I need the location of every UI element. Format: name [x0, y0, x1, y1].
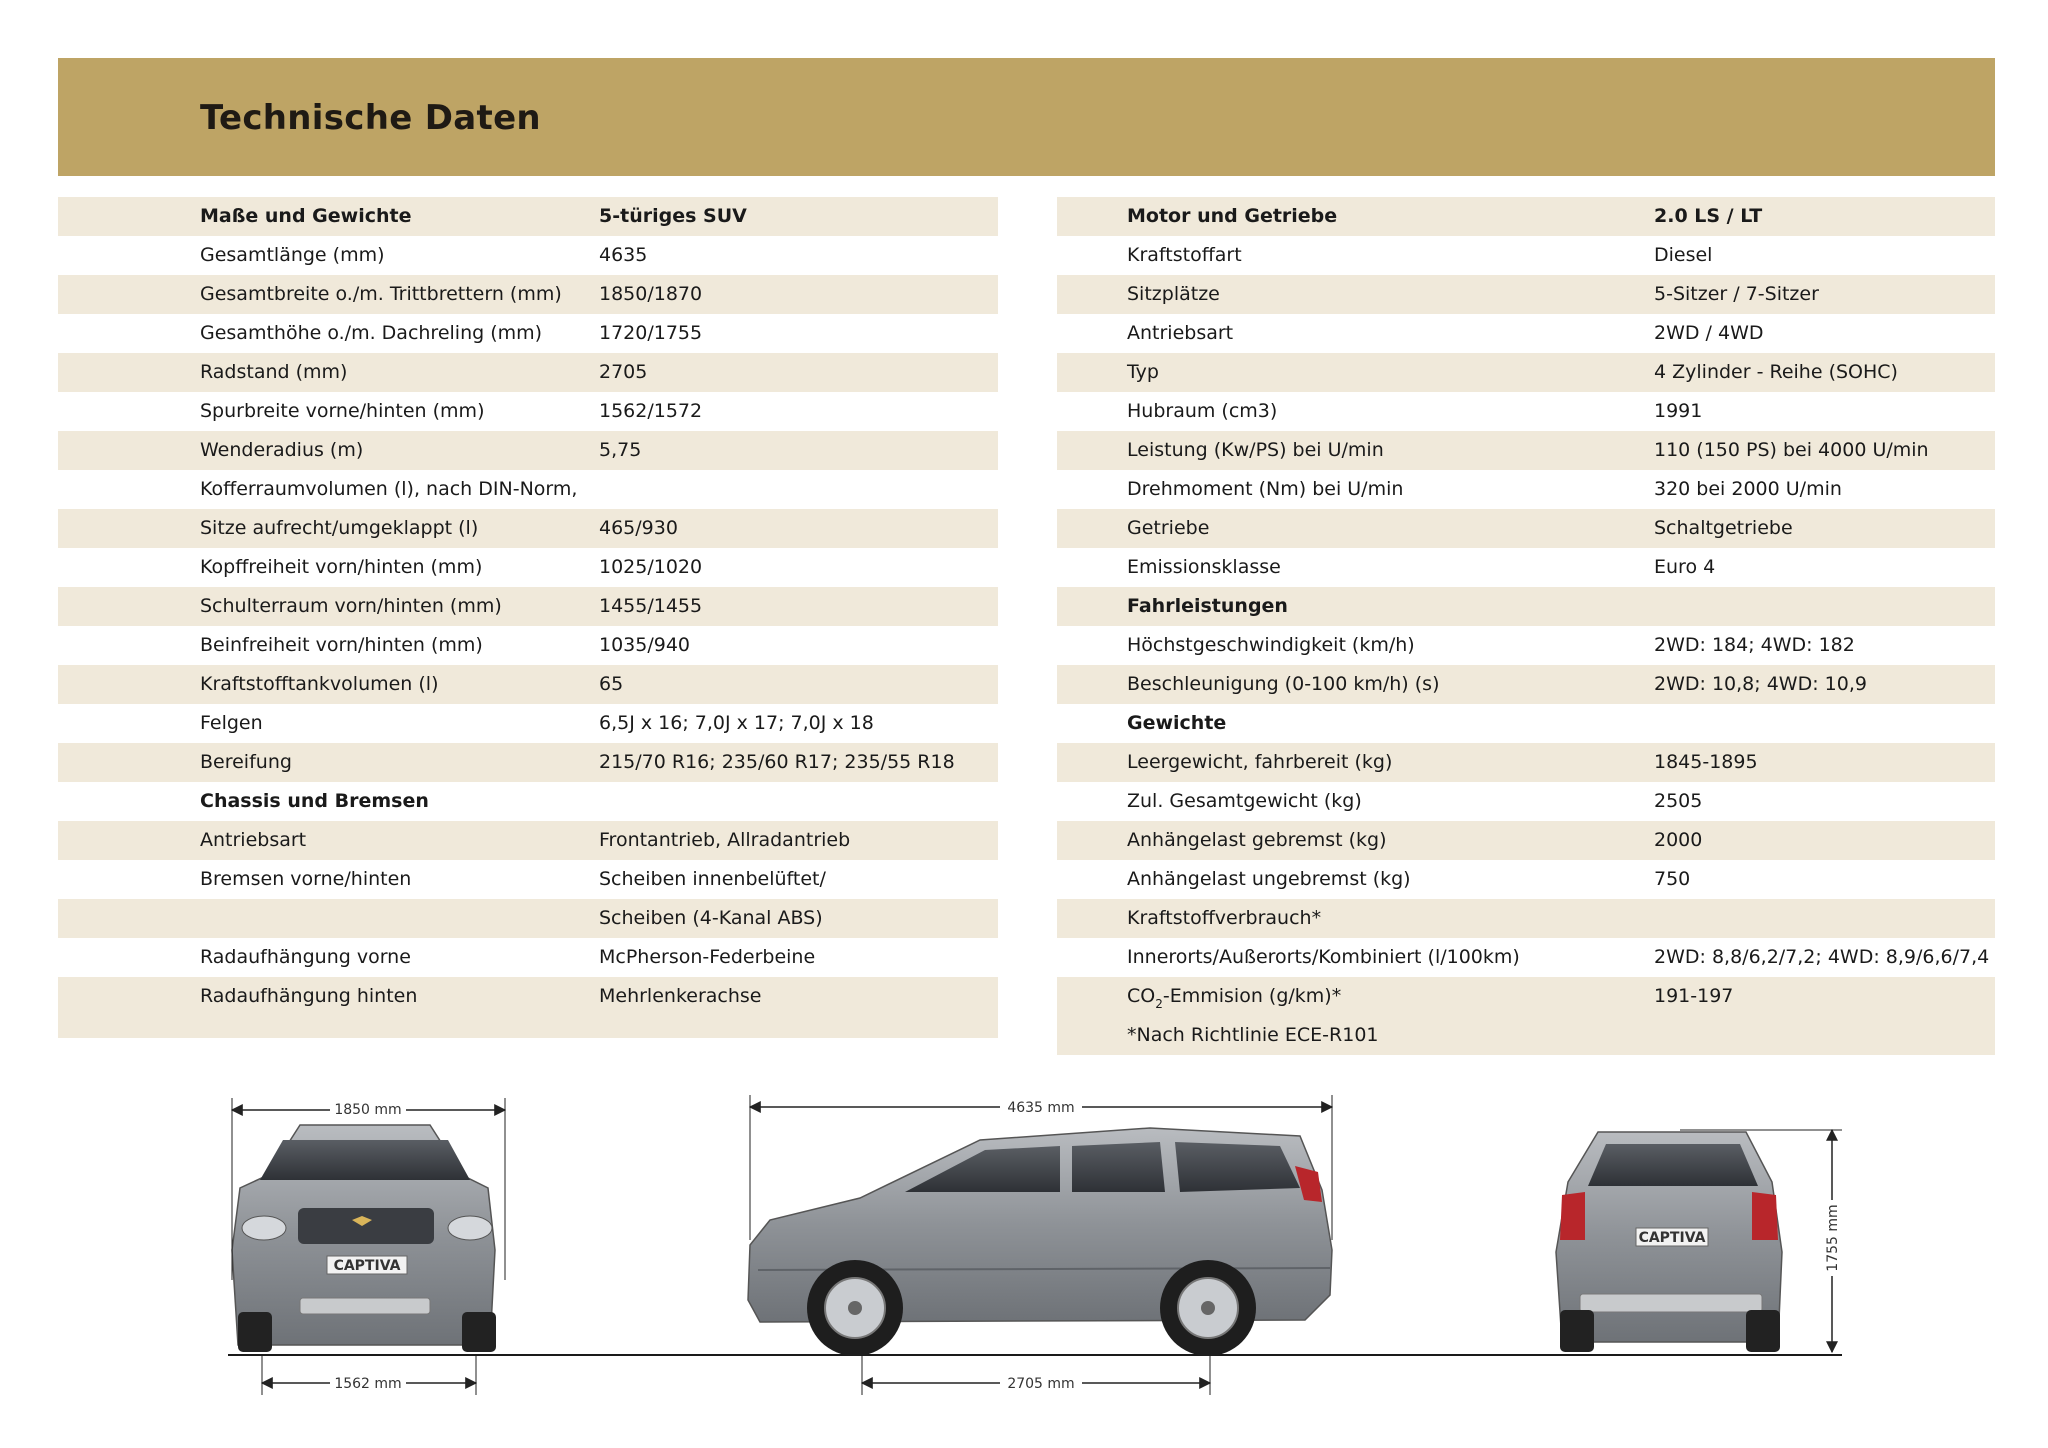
spec-label: Beinfreiheit vorn/hinten (mm) — [200, 634, 483, 656]
table-row — [1057, 392, 1995, 431]
spec-label: Anhängelast ungebremst (kg) — [1127, 868, 1411, 890]
front-badge: CAPTIVA — [333, 1258, 401, 1274]
table-row — [58, 860, 998, 899]
co2-prefix: CO — [1127, 985, 1156, 1007]
table-row — [1057, 236, 1995, 275]
front-width-label: 1850 mm — [334, 1102, 402, 1118]
table-row — [58, 236, 998, 275]
table-row — [58, 821, 998, 860]
spec-label: Anhängelast gebremst (kg) — [1127, 829, 1387, 851]
spec-label: Beschleunigung (0-100 km/h) (s) — [1127, 673, 1440, 695]
spec-value: Scheiben (4-Kanal ABS) — [599, 907, 823, 929]
spec-label: Schulterraum vorn/hinten (mm) — [200, 595, 502, 617]
table-row — [58, 470, 998, 509]
side-length-label: 4635 mm — [1007, 1100, 1075, 1116]
spec-label: Getriebe — [1127, 517, 1210, 539]
table-row — [1057, 548, 1995, 587]
section-heading-row — [58, 782, 998, 821]
spec-value: 1455/1455 — [599, 595, 703, 617]
table-row — [58, 314, 998, 353]
spec-label: Innerorts/Außerorts/Kombiniert (l/100km) — [1127, 946, 1520, 968]
table-row — [1057, 275, 1995, 314]
spec-value: McPherson-Federbeine — [599, 946, 816, 968]
side-view-car — [748, 1128, 1332, 1356]
rear-height-label: 1755 mm — [1825, 1204, 1841, 1272]
table-row — [1057, 626, 1995, 665]
spec-label: Leistung (Kw/PS) bei U/min — [1127, 439, 1384, 461]
co2-subscript: 2 — [1155, 997, 1163, 1011]
spec-label: Sitze aufrecht/umgeklappt (l) — [200, 517, 479, 539]
spec-value: 4635 — [599, 244, 648, 266]
spec-label: Maße und Gewichte — [200, 205, 412, 227]
spec-value: 1035/940 — [599, 634, 691, 656]
spec-label: Gesamtlänge (mm) — [200, 244, 385, 266]
spec-label: Kopffreiheit vorn/hinten (mm) — [200, 556, 483, 578]
table-row — [1057, 431, 1995, 470]
spec-label: Kraftstoffverbrauch* — [1127, 907, 1322, 929]
table-row — [58, 704, 998, 743]
table-row — [58, 899, 998, 938]
table-row — [58, 275, 998, 314]
spec-value: 110 (150 PS) bei 4000 U/min — [1654, 439, 1929, 461]
spec-label — [1127, 977, 1341, 1016]
spec-label: Gesamtbreite o./m. Trittbrettern (mm) — [200, 283, 562, 305]
table-row — [58, 353, 998, 392]
table-header-row — [1057, 197, 1995, 236]
table-row — [1057, 743, 1995, 782]
spec-label: Bremsen vorne/hinten — [200, 868, 412, 890]
spec-value: 5,75 — [599, 439, 642, 461]
footnote: *Nach Richtlinie ECE-R101 — [1127, 1024, 1379, 1046]
table-row — [58, 431, 998, 470]
spec-label: Wenderadius (m) — [200, 439, 364, 461]
table-row — [58, 743, 998, 782]
section-heading-row — [1057, 587, 1995, 626]
spec-value: 1720/1755 — [599, 322, 703, 344]
spec-label: Hubraum (cm3) — [1127, 400, 1278, 422]
spec-label: Zul. Gesamtgewicht (kg) — [1127, 790, 1362, 812]
table-row — [58, 392, 998, 431]
table-row — [58, 665, 998, 704]
vehicle-dimension-diagram — [0, 1080, 2048, 1448]
table-row — [1057, 899, 1995, 938]
table-row — [58, 938, 998, 977]
table-header-row — [58, 197, 998, 236]
spec-label: Antriebsart — [1127, 322, 1234, 344]
spec-value: 215/70 R16; 235/60 R17; 235/55 R18 — [599, 751, 955, 773]
table-row — [58, 509, 998, 548]
front-track-label: 1562 mm — [334, 1376, 402, 1392]
section-heading: Fahrleistungen — [1127, 595, 1288, 617]
table-row — [58, 977, 998, 1016]
wheelbase-label: 2705 mm — [1007, 1376, 1075, 1392]
table-row — [1057, 860, 1995, 899]
spec-value: 5-türiges SUV — [599, 205, 747, 227]
table-row — [1057, 821, 1995, 860]
spec-label: Bereifung — [200, 751, 292, 773]
page-title: Technische Daten — [200, 98, 541, 138]
header-band — [58, 58, 1995, 176]
spec-value: 1845-1895 — [1654, 751, 1758, 773]
table-row — [58, 587, 998, 626]
spec-value: 465/930 — [599, 517, 678, 539]
spec-value: Euro 4 — [1654, 556, 1716, 578]
front-view-car — [232, 1125, 496, 1352]
spec-value: Schaltgetriebe — [1654, 517, 1793, 539]
table-row — [1057, 977, 1995, 1016]
table-footer-band — [58, 1016, 998, 1038]
spec-value: Mehrlenkerachse — [599, 985, 762, 1007]
spec-value: 5-Sitzer / 7-Sitzer — [1654, 283, 1819, 305]
rear-view-car — [1556, 1132, 1782, 1352]
table-row — [58, 548, 998, 587]
spec-value: Diesel — [1654, 244, 1713, 266]
spec-value: 1991 — [1654, 400, 1703, 422]
dimensions-weights-table — [58, 197, 998, 1038]
table-row — [1057, 470, 1995, 509]
table-row — [1057, 509, 1995, 548]
spec-value: 2WD: 8,8/6,2/7,2; 4WD: 8,9/6,6/7,4 — [1654, 946, 1990, 968]
spec-value: 65 — [599, 673, 624, 695]
spec-label: Höchstgeschwindigkeit (km/h) — [1127, 634, 1415, 656]
spec-label: Sitzplätze — [1127, 283, 1220, 305]
table-row — [1057, 314, 1995, 353]
spec-value: 2.0 LS / LT — [1654, 205, 1763, 227]
spec-label: Gesamthöhe o./m. Dachreling (mm) — [200, 322, 543, 344]
table-row — [1057, 353, 1995, 392]
spec-value: 1850/1870 — [599, 283, 703, 305]
spec-label: Spurbreite vorne/hinten (mm) — [200, 400, 485, 422]
spec-label: Kofferraumvolumen (l), nach DIN-Norm, — [200, 478, 578, 500]
spec-value: 191-197 — [1654, 985, 1734, 1007]
spec-label: Antriebsart — [200, 829, 307, 851]
table-row — [1057, 938, 1995, 977]
spec-value: 2505 — [1654, 790, 1703, 812]
spec-value: 1562/1572 — [599, 400, 703, 422]
spec-label: Kraftstofftankvolumen (l) — [200, 673, 439, 695]
spec-value: 2WD / 4WD — [1654, 322, 1764, 344]
spec-label: Kraftstoffart — [1127, 244, 1242, 266]
spec-label: Leergewicht, fahrbereit (kg) — [1127, 751, 1393, 773]
section-heading-row — [1057, 704, 1995, 743]
spec-value: Scheiben innenbelüftet/ — [599, 868, 826, 890]
spec-label: Drehmoment (Nm) bei U/min — [1127, 478, 1404, 500]
spec-value: 2000 — [1654, 829, 1703, 851]
spec-label: Emissionsklasse — [1127, 556, 1281, 578]
spec-value: Frontantrieb, Allradantrieb — [599, 829, 851, 851]
spec-label: Radaufhängung vorne — [200, 946, 411, 968]
table-row — [1057, 665, 1995, 704]
spec-label: Felgen — [200, 712, 263, 734]
section-heading: Gewichte — [1127, 712, 1227, 734]
table-row — [58, 626, 998, 665]
engine-transmission-table — [1057, 197, 1995, 1055]
table-row — [1057, 782, 1995, 821]
spec-value: 6,5J x 16; 7,0J x 17; 7,0J x 18 — [599, 712, 874, 734]
section-heading: Chassis und Bremsen — [200, 790, 429, 812]
spec-value: 750 — [1654, 868, 1691, 890]
spec-label: Radstand (mm) — [200, 361, 348, 383]
spec-value: 320 bei 2000 U/min — [1654, 478, 1842, 500]
spec-label: Motor und Getriebe — [1127, 205, 1338, 227]
footnote-row — [1057, 1016, 1995, 1055]
spec-value: 2WD: 184; 4WD: 182 — [1654, 634, 1855, 656]
co2-suffix: -Emmision (g/km)* — [1162, 985, 1342, 1007]
spec-value: 4 Zylinder - Reihe (SOHC) — [1654, 361, 1898, 383]
spec-value: 2WD: 10,8; 4WD: 10,9 — [1654, 673, 1867, 695]
rear-badge: CAPTIVA — [1638, 1230, 1706, 1246]
spec-value: 1025/1020 — [599, 556, 703, 578]
spec-value: 2705 — [599, 361, 648, 383]
spec-label: Radaufhängung hinten — [200, 985, 418, 1007]
spec-label: Typ — [1127, 361, 1159, 383]
